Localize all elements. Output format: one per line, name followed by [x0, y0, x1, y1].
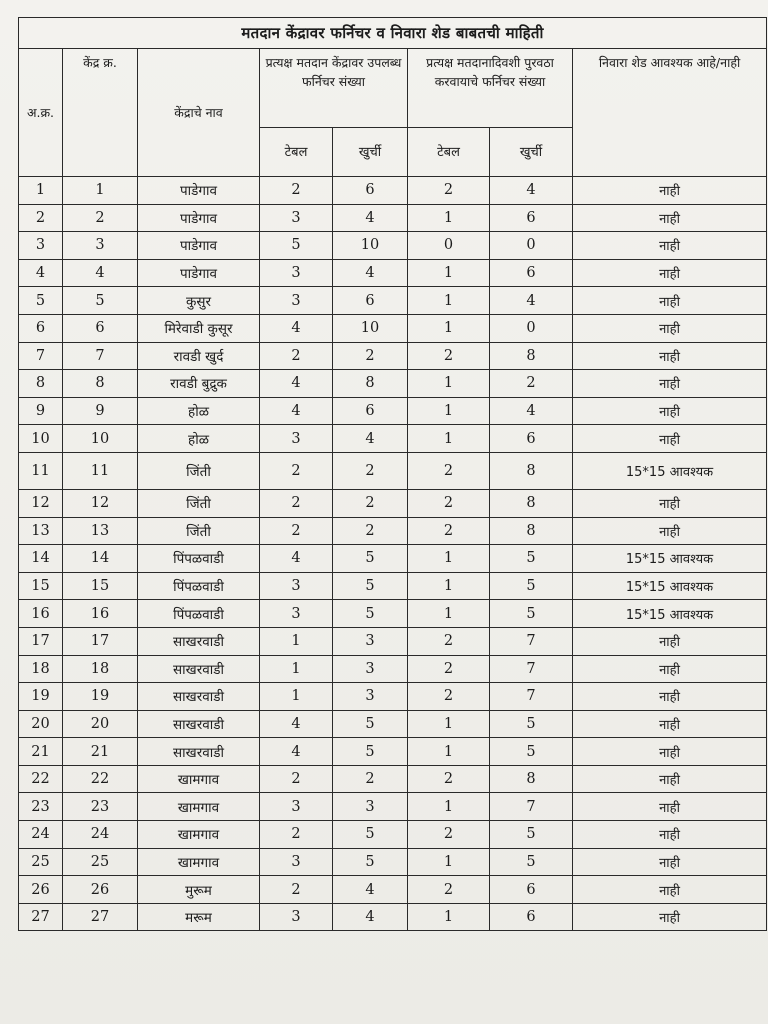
available-table-cell: 3 — [260, 600, 333, 628]
available-chair-cell: 5 — [333, 545, 408, 573]
supply-chair-cell: 4 — [490, 287, 573, 315]
available-chair-cell: 6 — [333, 177, 408, 205]
supply-table-cell: 1 — [408, 259, 490, 287]
supply-table-cell: 1 — [408, 848, 490, 876]
center-no-cell: 11 — [63, 452, 138, 489]
supply-chair-cell: 7 — [490, 683, 573, 711]
serial-cell: 4 — [19, 259, 63, 287]
supply-table-cell: 2 — [408, 765, 490, 793]
serial-cell: 12 — [19, 489, 63, 517]
available-chair-cell: 2 — [333, 765, 408, 793]
shed-required-cell: नाही — [573, 627, 767, 655]
available-table-cell: 1 — [260, 655, 333, 683]
supply-chair-cell: 8 — [490, 517, 573, 545]
serial-cell: 9 — [19, 397, 63, 425]
document-title: मतदान केंद्रावर फर्निचर व निवारा शेड बाबतची माहिती — [19, 18, 767, 49]
table-row — [19, 765, 767, 793]
center-no-cell: 5 — [63, 287, 138, 315]
serial-cell: 24 — [19, 821, 63, 849]
center-name-cell: जिंती — [138, 452, 260, 489]
supply-chair-cell: 4 — [490, 177, 573, 205]
supply-table-cell: 2 — [408, 655, 490, 683]
supply-chair-cell: 8 — [490, 489, 573, 517]
supply-table-cell: 1 — [408, 370, 490, 398]
available-table-cell: 2 — [260, 876, 333, 904]
header-center-no: केंद्र क्र. — [63, 49, 138, 177]
serial-cell: 22 — [19, 765, 63, 793]
shed-required-cell: 15*15 आवश्यक — [573, 600, 767, 628]
center-name-cell: खामगाव — [138, 821, 260, 849]
supply-chair-cell: 8 — [490, 342, 573, 370]
supply-table-cell: 2 — [408, 177, 490, 205]
serial-cell: 21 — [19, 738, 63, 766]
supply-table-cell: 1 — [408, 425, 490, 453]
available-table-cell: 4 — [260, 710, 333, 738]
center-name-cell: साखरवाडी — [138, 683, 260, 711]
available-table-cell: 3 — [260, 848, 333, 876]
available-table-cell: 3 — [260, 259, 333, 287]
table-row — [19, 425, 767, 453]
center-name-cell: होळ — [138, 425, 260, 453]
center-name-cell: पाडेगाव — [138, 259, 260, 287]
available-chair-cell: 6 — [333, 287, 408, 315]
available-chair-cell: 3 — [333, 627, 408, 655]
available-table-cell: 3 — [260, 287, 333, 315]
shed-required-cell: नाही — [573, 259, 767, 287]
center-no-cell: 25 — [63, 848, 138, 876]
supply-chair-cell: 5 — [490, 710, 573, 738]
table-row — [19, 683, 767, 711]
center-no-cell: 10 — [63, 425, 138, 453]
table-row — [19, 876, 767, 904]
center-no-cell: 21 — [63, 738, 138, 766]
serial-cell: 10 — [19, 425, 63, 453]
serial-cell: 2 — [19, 204, 63, 232]
header-serial: अ.क्र. — [19, 49, 63, 177]
center-no-cell: 13 — [63, 517, 138, 545]
supply-table-cell: 1 — [408, 710, 490, 738]
available-table-cell: 4 — [260, 314, 333, 342]
table-row — [19, 204, 767, 232]
table-row — [19, 738, 767, 766]
supply-table-cell: 2 — [408, 342, 490, 370]
supply-chair-cell: 6 — [490, 903, 573, 931]
shed-required-cell: नाही — [573, 765, 767, 793]
available-chair-cell: 6 — [333, 397, 408, 425]
center-no-cell: 26 — [63, 876, 138, 904]
center-name-cell: मिरेवाडी कुसूर — [138, 314, 260, 342]
shed-required-cell: नाही — [573, 903, 767, 931]
center-name-cell: कुसुर — [138, 287, 260, 315]
available-chair-cell: 2 — [333, 342, 408, 370]
furniture-shed-table — [18, 17, 767, 931]
table-row — [19, 452, 767, 489]
table-row — [19, 903, 767, 931]
available-table-cell: 4 — [260, 370, 333, 398]
center-name-cell: खामगाव — [138, 765, 260, 793]
shed-required-cell: नाही — [573, 287, 767, 315]
center-no-cell: 2 — [63, 204, 138, 232]
serial-cell: 20 — [19, 710, 63, 738]
available-table-cell: 4 — [260, 738, 333, 766]
serial-cell: 27 — [19, 903, 63, 931]
available-chair-cell: 4 — [333, 876, 408, 904]
serial-cell: 18 — [19, 655, 63, 683]
shed-required-cell: नाही — [573, 876, 767, 904]
center-name-cell: रावडी खुर्द — [138, 342, 260, 370]
shed-required-cell: नाही — [573, 425, 767, 453]
header-available-chair: खुर्ची — [333, 128, 408, 177]
shed-required-cell: 15*15 आवश्यक — [573, 545, 767, 573]
available-chair-cell: 5 — [333, 710, 408, 738]
center-no-cell: 14 — [63, 545, 138, 573]
serial-cell: 1 — [19, 177, 63, 205]
center-no-cell: 7 — [63, 342, 138, 370]
available-chair-cell: 4 — [333, 425, 408, 453]
serial-cell: 23 — [19, 793, 63, 821]
available-table-cell: 3 — [260, 903, 333, 931]
center-no-cell: 17 — [63, 627, 138, 655]
supply-table-cell: 1 — [408, 738, 490, 766]
supply-chair-cell: 6 — [490, 259, 573, 287]
supply-table-cell: 2 — [408, 452, 490, 489]
shed-required-cell: नाही — [573, 314, 767, 342]
supply-chair-cell: 7 — [490, 655, 573, 683]
center-name-cell: पिंपळवाडी — [138, 572, 260, 600]
available-table-cell: 4 — [260, 545, 333, 573]
available-table-cell: 2 — [260, 821, 333, 849]
center-no-cell: 18 — [63, 655, 138, 683]
supply-chair-cell: 0 — [490, 314, 573, 342]
available-chair-cell: 5 — [333, 821, 408, 849]
shed-required-cell: नाही — [573, 848, 767, 876]
supply-chair-cell: 5 — [490, 821, 573, 849]
supply-table-cell: 1 — [408, 793, 490, 821]
table-row — [19, 370, 767, 398]
supply-chair-cell: 7 — [490, 627, 573, 655]
supply-chair-cell: 5 — [490, 600, 573, 628]
supply-chair-cell: 4 — [490, 397, 573, 425]
available-table-cell: 4 — [260, 397, 333, 425]
shed-required-cell: नाही — [573, 655, 767, 683]
supply-table-cell: 1 — [408, 397, 490, 425]
available-chair-cell: 5 — [333, 572, 408, 600]
table-row — [19, 314, 767, 342]
shed-required-cell: नाही — [573, 710, 767, 738]
available-chair-cell: 3 — [333, 793, 408, 821]
supply-table-cell: 2 — [408, 876, 490, 904]
header-supply-table: टेबल — [408, 128, 490, 177]
serial-cell: 5 — [19, 287, 63, 315]
available-table-cell: 3 — [260, 204, 333, 232]
supply-chair-cell: 6 — [490, 204, 573, 232]
center-name-cell: साखरवाडी — [138, 710, 260, 738]
supply-table-cell: 2 — [408, 821, 490, 849]
serial-cell: 26 — [19, 876, 63, 904]
supply-table-cell: 0 — [408, 232, 490, 260]
center-no-cell: 20 — [63, 710, 138, 738]
available-table-cell: 3 — [260, 425, 333, 453]
available-chair-cell: 4 — [333, 259, 408, 287]
center-name-cell: खामगाव — [138, 793, 260, 821]
available-table-cell: 2 — [260, 452, 333, 489]
table-row — [19, 655, 767, 683]
center-no-cell: 22 — [63, 765, 138, 793]
available-table-cell: 3 — [260, 572, 333, 600]
shed-required-cell: नाही — [573, 204, 767, 232]
center-no-cell: 9 — [63, 397, 138, 425]
center-name-cell: होळ — [138, 397, 260, 425]
center-no-cell: 4 — [63, 259, 138, 287]
serial-cell: 6 — [19, 314, 63, 342]
supply-chair-cell: 6 — [490, 876, 573, 904]
center-no-cell: 19 — [63, 683, 138, 711]
supply-chair-cell: 8 — [490, 765, 573, 793]
table-row — [19, 627, 767, 655]
center-name-cell: पाडेगाव — [138, 177, 260, 205]
shed-required-cell: नाही — [573, 683, 767, 711]
table-row — [19, 710, 767, 738]
supply-chair-cell: 6 — [490, 425, 573, 453]
header-available-furniture: प्रत्यक्ष मतदान केंद्रावर उपलब्ध फर्निचर संख्या — [260, 49, 408, 128]
center-name-cell: पिंपळवाडी — [138, 545, 260, 573]
available-chair-cell: 3 — [333, 655, 408, 683]
serial-cell: 11 — [19, 452, 63, 489]
shed-required-cell: नाही — [573, 232, 767, 260]
center-name-cell: खामगाव — [138, 848, 260, 876]
center-no-cell: 23 — [63, 793, 138, 821]
supply-chair-cell: 5 — [490, 572, 573, 600]
available-table-cell: 2 — [260, 177, 333, 205]
shed-required-cell: नाही — [573, 821, 767, 849]
center-no-cell: 24 — [63, 821, 138, 849]
table-row — [19, 177, 767, 205]
center-no-cell: 15 — [63, 572, 138, 600]
center-name-cell: साखरवाडी — [138, 655, 260, 683]
supply-table-cell: 1 — [408, 600, 490, 628]
table-row — [19, 489, 767, 517]
table-row — [19, 517, 767, 545]
table-row — [19, 259, 767, 287]
available-chair-cell: 5 — [333, 600, 408, 628]
supply-table-cell: 1 — [408, 572, 490, 600]
shed-required-cell: नाही — [573, 177, 767, 205]
available-chair-cell: 5 — [333, 848, 408, 876]
shed-required-cell: नाही — [573, 738, 767, 766]
table-row — [19, 600, 767, 628]
serial-cell: 16 — [19, 600, 63, 628]
serial-cell: 14 — [19, 545, 63, 573]
table-row — [19, 793, 767, 821]
supply-table-cell: 2 — [408, 627, 490, 655]
serial-cell: 19 — [19, 683, 63, 711]
center-name-cell: साखरवाडी — [138, 738, 260, 766]
available-table-cell: 1 — [260, 683, 333, 711]
shed-required-cell: नाही — [573, 793, 767, 821]
supply-table-cell: 1 — [408, 287, 490, 315]
available-chair-cell: 4 — [333, 204, 408, 232]
serial-cell: 7 — [19, 342, 63, 370]
header-center-name: केंद्राचे नाव — [138, 49, 260, 177]
available-chair-cell: 3 — [333, 683, 408, 711]
table-row — [19, 342, 767, 370]
available-chair-cell: 2 — [333, 517, 408, 545]
supply-chair-cell: 8 — [490, 452, 573, 489]
table-row — [19, 572, 767, 600]
center-name-cell: पाडेगाव — [138, 204, 260, 232]
available-table-cell: 1 — [260, 627, 333, 655]
supply-table-cell: 1 — [408, 545, 490, 573]
center-no-cell: 16 — [63, 600, 138, 628]
shed-required-cell: नाही — [573, 517, 767, 545]
header-supply-chair: खुर्ची — [490, 128, 573, 177]
table-row — [19, 545, 767, 573]
available-chair-cell: 2 — [333, 452, 408, 489]
center-name-cell: रावडी बुद्रुक — [138, 370, 260, 398]
serial-cell: 13 — [19, 517, 63, 545]
supply-table-cell: 1 — [408, 903, 490, 931]
available-table-cell: 2 — [260, 489, 333, 517]
center-no-cell: 3 — [63, 232, 138, 260]
serial-cell: 8 — [19, 370, 63, 398]
header-supply-furniture: प्रत्यक्ष मतदानादिवशी पुरवठा करवायाचे फर्निचर संख्या — [408, 49, 573, 128]
center-no-cell: 1 — [63, 177, 138, 205]
shed-required-cell: 15*15 आवश्यक — [573, 452, 767, 489]
available-chair-cell: 8 — [333, 370, 408, 398]
center-name-cell: पाडेगाव — [138, 232, 260, 260]
table-row — [19, 232, 767, 260]
available-table-cell: 2 — [260, 517, 333, 545]
supply-table-cell: 1 — [408, 314, 490, 342]
center-no-cell: 6 — [63, 314, 138, 342]
available-chair-cell: 5 — [333, 738, 408, 766]
center-name-cell: जिंती — [138, 517, 260, 545]
center-name-cell: जिंती — [138, 489, 260, 517]
available-table-cell: 3 — [260, 793, 333, 821]
supply-table-cell: 2 — [408, 683, 490, 711]
center-name-cell: साखरवाडी — [138, 627, 260, 655]
table-row — [19, 287, 767, 315]
center-no-cell: 12 — [63, 489, 138, 517]
supply-table-cell: 1 — [408, 204, 490, 232]
supply-table-cell: 2 — [408, 517, 490, 545]
shed-required-cell: नाही — [573, 342, 767, 370]
table-row — [19, 848, 767, 876]
supply-chair-cell: 5 — [490, 545, 573, 573]
supply-chair-cell: 2 — [490, 370, 573, 398]
center-no-cell: 8 — [63, 370, 138, 398]
table-body — [19, 177, 767, 931]
supply-chair-cell: 5 — [490, 738, 573, 766]
available-chair-cell: 10 — [333, 314, 408, 342]
center-name-cell: मरूम — [138, 903, 260, 931]
supply-chair-cell: 0 — [490, 232, 573, 260]
center-no-cell: 27 — [63, 903, 138, 931]
serial-cell: 3 — [19, 232, 63, 260]
serial-cell: 17 — [19, 627, 63, 655]
center-name-cell: मुरूम — [138, 876, 260, 904]
available-chair-cell: 10 — [333, 232, 408, 260]
shed-required-cell: नाही — [573, 370, 767, 398]
supply-chair-cell: 5 — [490, 848, 573, 876]
table-row — [19, 397, 767, 425]
shed-required-cell: नाही — [573, 397, 767, 425]
available-chair-cell: 2 — [333, 489, 408, 517]
supply-chair-cell: 7 — [490, 793, 573, 821]
available-table-cell: 2 — [260, 342, 333, 370]
available-chair-cell: 4 — [333, 903, 408, 931]
table-row — [19, 821, 767, 849]
header-shed-required: निवारा शेड आवश्यक आहे/नाही — [573, 49, 767, 177]
serial-cell: 15 — [19, 572, 63, 600]
supply-table-cell: 2 — [408, 489, 490, 517]
serial-cell: 25 — [19, 848, 63, 876]
shed-required-cell: नाही — [573, 489, 767, 517]
header-available-table: टेबल — [260, 128, 333, 177]
available-table-cell: 2 — [260, 765, 333, 793]
shed-required-cell: 15*15 आवश्यक — [573, 572, 767, 600]
available-table-cell: 5 — [260, 232, 333, 260]
center-name-cell: पिंपळवाडी — [138, 600, 260, 628]
